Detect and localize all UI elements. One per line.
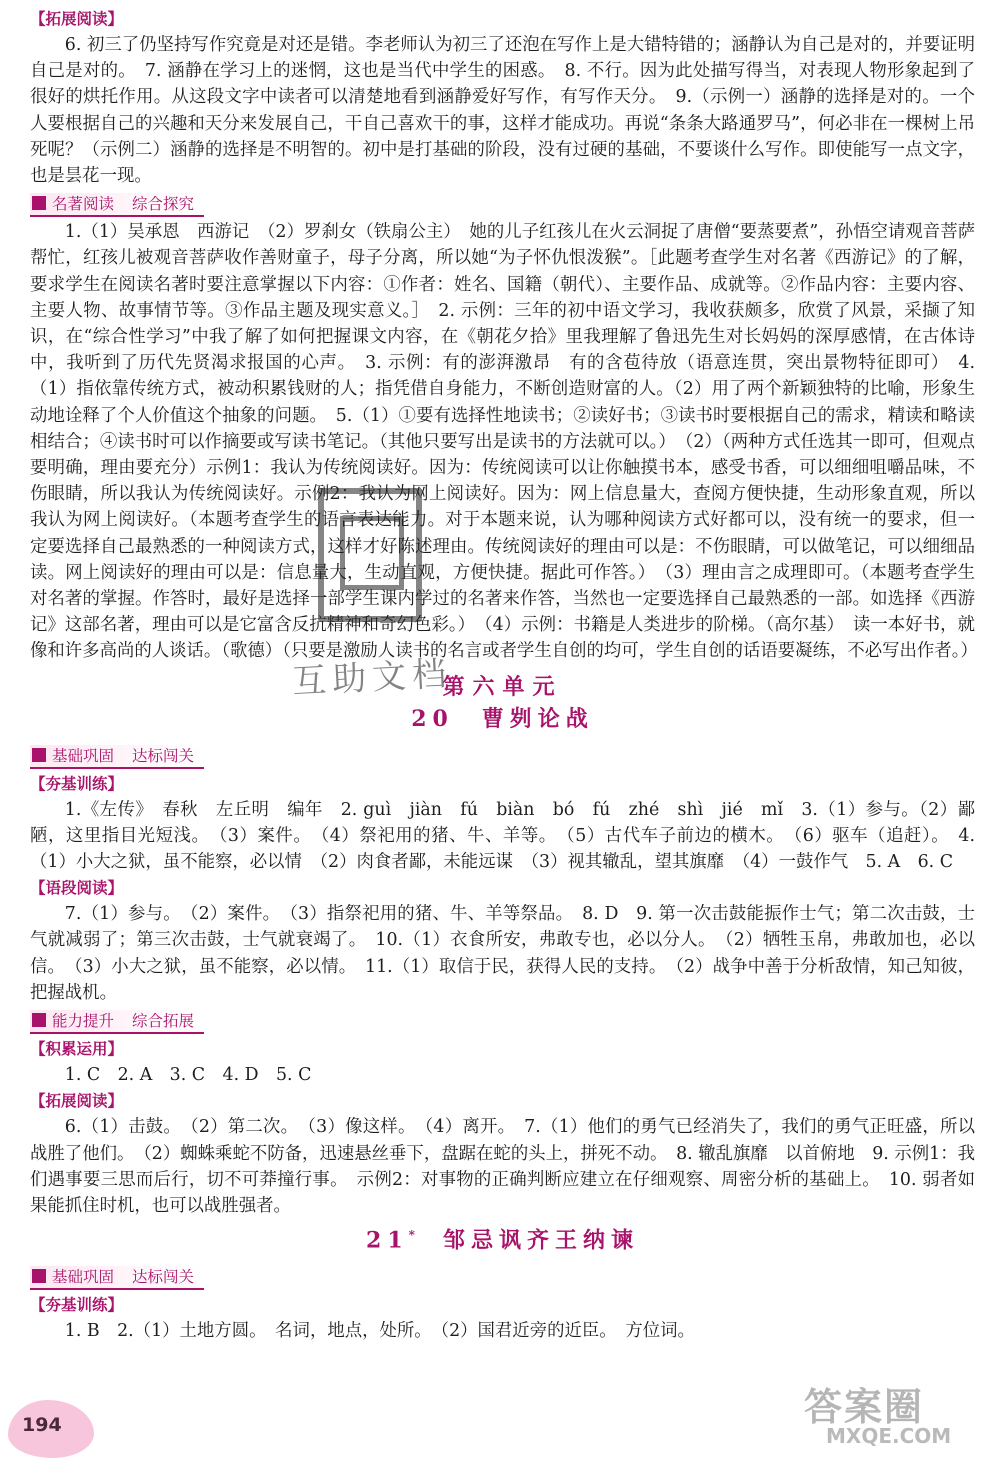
answer-paragraph-fenji-21: 1. B 2.（1）土地方圆。 名词，地点，处所。 （2）国君近旁的近臣。 方位词。 xyxy=(64,1321,695,1342)
square-bullet-icon xyxy=(32,1269,46,1283)
watermark-stamp xyxy=(318,488,422,622)
section-label-tuozhan-20: 【拓展阅读】 xyxy=(30,1092,124,1111)
section-label-fenji-20: 【夯基训练】 xyxy=(30,774,124,793)
page-content xyxy=(30,6,978,1345)
section-header-text: 综合拓展 xyxy=(132,1012,195,1031)
page-number: 194 xyxy=(22,1414,62,1436)
answer-paragraph-tuozhan-20: 6.（1）击鼓。 （2）第二次。 （3）像这样。 （4）离开。 7.（1）他们的勇气已经消失了，我们的勇气正旺盛，所以战胜了他们。 （2）蜘蛛乘蛇不防备，迅速悬丝垂下，盘踞在蛇的头上，拼死不动。 8. 辙乱旗靡 以首俯地 9. 示例1：我们遇事要三思而后行，切不可莽撞行事。 示例2：对事物的正确判断应建立在仔细观察、周密分析的基础上。 10. 弱者如果能抓住时机，也可以战胜强者。 xyxy=(30,1117,975,1216)
square-bullet-icon xyxy=(32,196,46,210)
square-bullet-icon xyxy=(32,1013,46,1027)
section-header-text: 名著阅读 xyxy=(52,195,115,214)
lesson-number: 21 xyxy=(366,1227,409,1254)
section-header-text: 能力提升 xyxy=(52,1012,115,1031)
lesson-mark: * xyxy=(408,1228,415,1243)
section-label-yuduan-20: 【语段阅读】 xyxy=(30,879,124,898)
square-bullet-icon xyxy=(32,748,46,762)
watermark-logo-url: MXQE.COM xyxy=(826,1424,952,1448)
section-header-text: 达标闯关 xyxy=(132,1268,195,1287)
section-header-nengli-20 xyxy=(30,1010,204,1034)
answer-paragraph-fenji-20: 1.《左传》 春秋 左丘明 编年 2. guì jiàn fú biàn bó fú zhé shì jié mǐ 3.（1）参与。（2）鄙陋，这里指目光短浅。 （3）案件。 （4）祭祀用的猪、牛、羊等。 （5）古代车子前边的横木。 （6）驱车（追赶）。 4.（1）小大之狱，虽不能察，必以情 （2）肉食者鄙，未能远谋 （3）视其辙乱，望其旗靡 （4）一鼓作气 5. A 6. C xyxy=(30,799,975,873)
answer-paragraph-mingzhu: 1.（1）吴承恩 西游记 （2）罗刹女（铁扇公主） 她的儿子红孩儿在火云洞捉了唐僧“要蒸要煮”，孙悟空请观音菩萨帮忙，红孩儿被观音菩萨收作善财童子，母子分离，所以她“为子怀仇恨泼猴”。［此题考查学生对名著《西游记》的了解，要求学生在阅读名著时要注意掌握以下内容：①作者：姓名、国籍（朝代）、主要作品、成就等。②作品内容：主要内容、主要人物、故事情节等。③作品主题及现实意义。］ 2. 示例：三年的初中语文学习，我收获颇多，欣赏了风景，采撷了知识，在“综合性学习”中我了解了如何把握课文内容，在《朝花夕拾》里我理解了鲁迅先生对长妈妈的深厚感情，在古体诗中，我听到了历代先贤渴求报国的心声。 3. 示例：有的澎湃激昂 有的含苞待放（语意连贯，突出景物特征即可） 4.（1）指依靠传统方式，被动积累钱财的人；指凭借自身能力，不断创造财富的人。（2）用了两个新颖独特的比喻，形象生动地诠释了个人价值这个抽象的问题。 5.（1）①要有选择性地读书；②读好书；③读书时要根据自己的需求，精读和略读相结合；④读书时可以作摘要或写读书笔记。（其他只要写出是读书的方法就可以。） （2）（两种方式任选其一即可，但观点要明确，理由要充分）示例1：我认为传统阅读好。因为：传统阅读可以让你触摸书本，感受书香，可以细细咀嚼品味，不伤眼睛，所以我认为传统阅读好。示例2：我认为网上阅读好。因为：网上信息量大，查阅方便快捷，生动形象直观，所以我认为网上阅读好。（本题考查学生的语言表达能力。对于本题来说，认为哪种阅读方式好都可以，没有统一的要求，但一定要选择自己最熟悉的一种阅读方式，这样才好陈述理由。传统阅读好的理由可以是：不伤眼睛，可以做笔记，可以细细品读。网上阅读好的理由可以是：信息量大，生动直观，方便快捷。据此可作答。） （3）理由言之成理即可。（本题考查学生对名著的掌握。作答时，最好是选择一部学生课内学过的名著来作答，当然也一定要选择自己最熟悉的一部。如选择《西游记》这部名著，理由可以是它富含反抗精神和奇幻色彩。） （4）示例：书籍是人类进步的阶梯。（高尔基） 读一本好书，就像和许多高尚的人谈话。（歌德）（只要是激励人读书的名言或者学生自创的均可，学生自创的话语要凝练，不必写出作者。） xyxy=(30,222,978,662)
lesson-title-21 xyxy=(30,1219,975,1256)
section-label-jilei-20: 【积累运用】 xyxy=(30,1040,124,1059)
lesson-title-20: 20 曹刿论战 xyxy=(411,705,594,732)
section-header-mingzhu xyxy=(30,193,204,217)
watermark-logo xyxy=(800,1376,990,1456)
watermark-text: 互助文档 xyxy=(291,653,454,703)
watermark-logo-text: 答案圈 xyxy=(804,1385,925,1429)
section-header-text: 达标闯关 xyxy=(132,746,195,765)
answer-paragraph-jilei-20: 1. C 2. A 3. C 4. D 5. C xyxy=(64,1065,312,1086)
section-header-jichu-20 xyxy=(30,745,204,769)
answer-paragraph-yuduan-20: 7.（1）参与。 （2）案件。 （3）指祭祀用的猪、牛、羊等祭品。 8. D 9. 第一次击鼓能振作士气；第二次击鼓，士气就减弱了；第三次击鼓，士气就衰竭了。 10.（1）衣食所安，弗敢专也，必以分人。 （2）牺牲玉帛，弗敢加也，必以信。 （3）小大之狱，虽不能察，必以情。 11.（1）取信于民，获得人民的支持。 （2）战争中善于分析敌情，知己知彼，把握战机。 xyxy=(30,904,975,1003)
section-label-fenji-21: 【夯基训练】 xyxy=(30,1296,124,1315)
section-header-jichu-21 xyxy=(30,1266,204,1290)
lesson-name: 邹忌讽齐王纳谏 xyxy=(442,1227,639,1254)
section-header-text: 基础巩固 xyxy=(52,746,115,765)
unit-title: 第六单元 xyxy=(442,673,563,700)
section-header-text: 综合探究 xyxy=(132,195,195,214)
section-label-tuozhan-top: 【拓展阅读】 xyxy=(30,10,124,28)
answer-paragraph-top: 6. 初三了仍坚持写作究竟是对还是错。李老师认为初三了还泡在写作上是大错特错的；涵静认为自己是对的，并要证明自己是对的。 7. 涵静在学习上的迷惘，这也是当代中学生的困惑。 8. 不行。因为此处描写得当，对表现人物形象起到了很好的烘托作用。从这段文字中读者可以清楚地看到涵静爱好写作，有写作天分。 9.（示例一）涵静的选择是对的。一个人要根据自己的兴趣和天分来发展自己，干自己喜欢干的事，这样才能成功。再说“条条大路通罗马”，何必非在一棵树上吊死呢？（示例二）涵静的选择是不明智的。初中是打基础的阶段，没有过硬的基础，不要谈什么写作。即使能写一点文字，也是昙花一现。 xyxy=(30,35,975,187)
section-header-text: 基础巩固 xyxy=(52,1268,115,1287)
